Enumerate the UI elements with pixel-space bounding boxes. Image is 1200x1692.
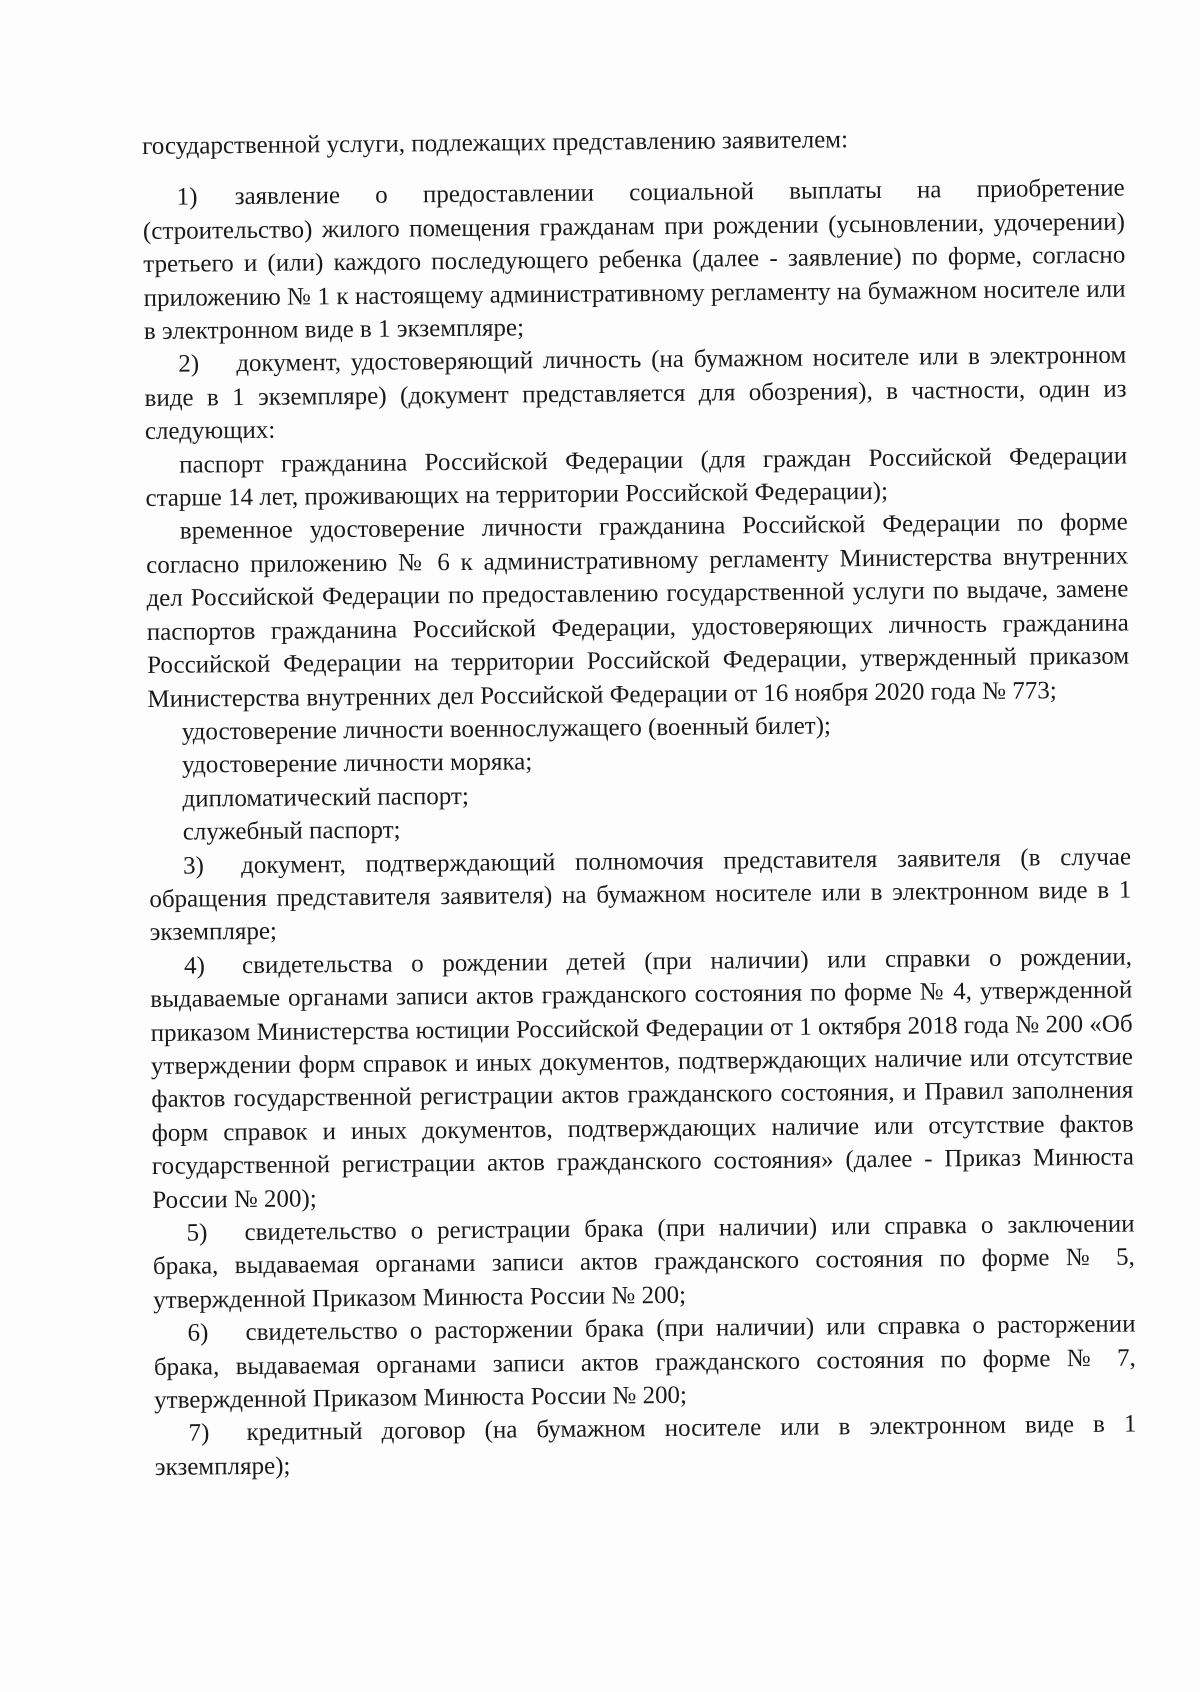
intro-line: государственной услуги, подлежащих представлению заявителем: — [142, 126, 849, 160]
list-item-4 — [150, 940, 1135, 1217]
id-doc-passport: паспорт гражданина Российской Федерации (для граждан Российской Федерации старше 14 лет, проживающих на территории Российской Федерации); — [145, 442, 1128, 513]
item-text: свидетельство о регистрации брака (при наличии) или справка о заключении брака, выдаваемая органами записи актов гражданского состояния по форме № 5, утвержденной Приказом Минюста России № 200; — [152, 1210, 1135, 1314]
id-doc-military: удостоверение личности военнослужащего (военный билет); — [181, 712, 832, 746]
item-number: 4) — [183, 952, 205, 980]
item-number: 6) — [187, 1319, 209, 1347]
item-number: 2) — [178, 350, 200, 379]
item-text: свидетельства о рождении детей (при наличии) или справки о рождении, выдаваемые органами записи актов гражданского состояния по форме № 4, утвержденной приказом Министерства юстиции Российской Федерации от 1 октября 2018 года № 200 «Об утверждении форм справок и иных документов, подтверждающих наличие или отсутствие фактов государственной регистрации актов гражданского состояния, и Правил заполнения форм справок и иных документов, подтверждающих наличие или отсутствие фактов государственной регистрации актов гражданского состояния» (далее - Приказ Минюста России № 200); — [150, 943, 1135, 1214]
list-item-1 — [142, 172, 1126, 348]
list-item-3 — [149, 840, 1132, 950]
item-text: заявление о предоставлении социальной выплаты на приобретение (строительство) жилого помещения гражданам при рождении (усыновлении, удочерении) третьего и (или) каждого последующего ребенка (далее - заявление) по форме, согласно приложению № 1 к настоящему административному регламенту на бумажном носителе или в электронном виде в 1 экземпляре; — [142, 174, 1126, 346]
list-item-6 — [153, 1308, 1136, 1418]
document-body — [142, 121, 1137, 1485]
item-number: 7) — [188, 1419, 210, 1448]
list-item-5 — [152, 1208, 1135, 1318]
item-text: кредитный договор (на бумажном носителе или в электронном виде в 1 экземпляре); — [154, 1410, 1137, 1481]
list-item-2 — [144, 339, 1127, 449]
id-doc-service: служебный паспорт; — [182, 816, 401, 846]
list-item-7 — [154, 1408, 1137, 1484]
id-doc-diplomatic: дипломатический паспорт; — [182, 782, 469, 813]
id-doc-seaman: удостоверение личности моряка; — [181, 748, 533, 779]
item-number: 5) — [186, 1219, 208, 1247]
item-text: свидетельство о расторжении брака (при наличии) или справка о расторжении брака, выдаваемая органами записи актов гражданского состояния по форме № 7, утвержденной Приказом Минюста России № 200; — [153, 1310, 1136, 1414]
item-number: 3) — [182, 851, 205, 880]
id-doc-temporary-certificate: временное удостоверение личности гражданина Российской Федерации по форме согласно приложению № 6 к административному регламенту Министерства внутренних дел Российской Федерации по предоставлению государственной услуги по выдаче, замене паспортов гражданина Российской Федерации, удостоверяющих личность гражданина Российской Федерации на территории Российской Федерации, утвержденный приказом Министерства внутренних дел Российской Федерации от 16 ноября 2020 года № 773; — [146, 509, 1130, 713]
item-number: 1) — [176, 183, 198, 212]
item-text: документ, удостоверяющий личность (на бумажном носителе или в электронном виде в 1 экземпляре) (документ представляется для обозрения), в частности, один из следующих: — [144, 342, 1127, 446]
item-text: документ, подтверждающий полномочия представителя заявителя (в случае обращения представителя заявителя) на бумажном носителе или в электронном виде в 1 экземпляре; — [149, 843, 1132, 947]
